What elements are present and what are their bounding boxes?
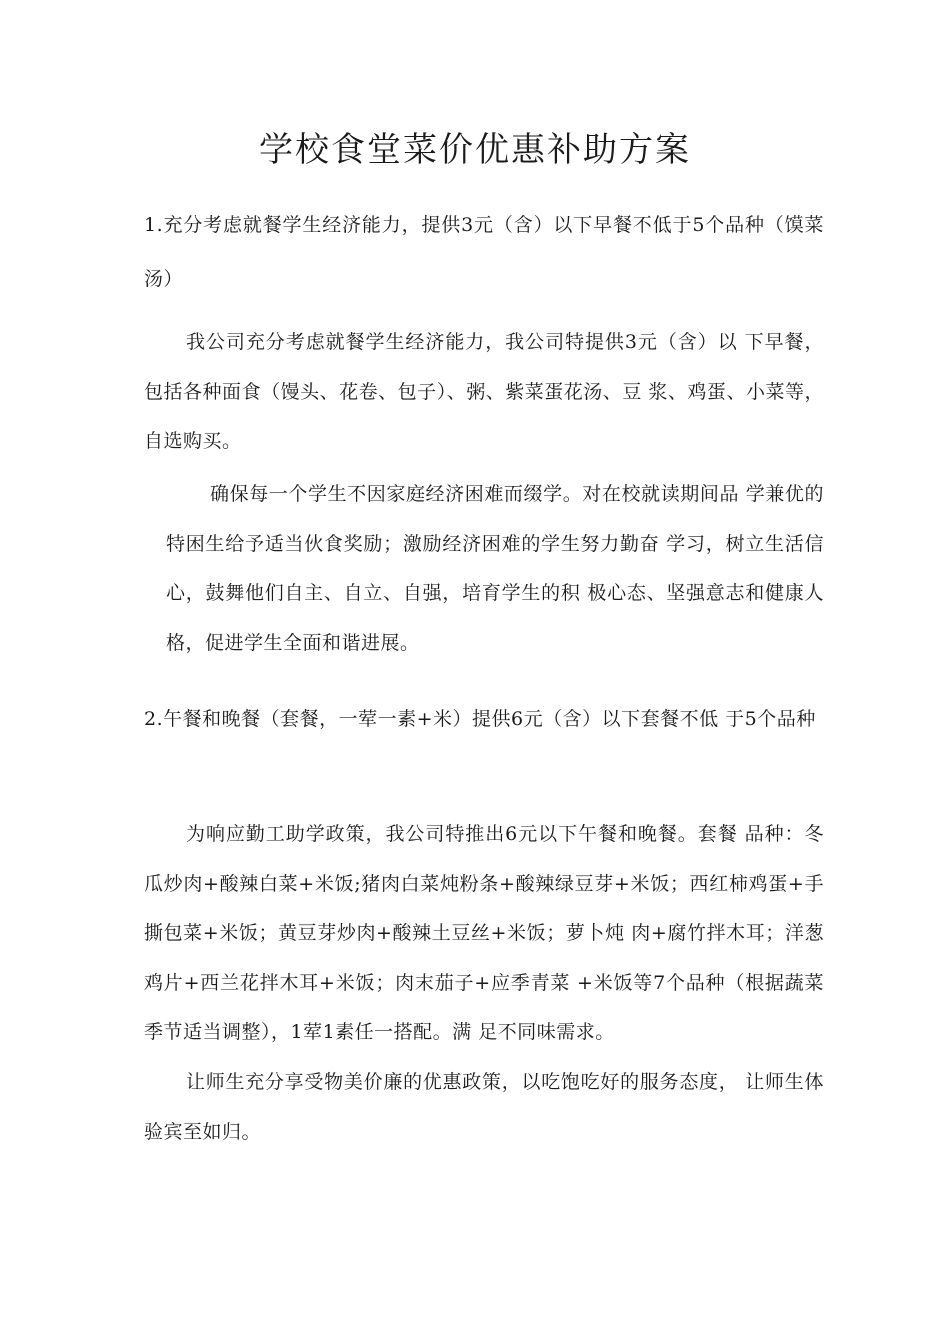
section-2-paragraph-2: 让师生充分享受物美价廉的优惠政策，以吃饱吃好的服务态度， 让师生体验宾至如归。 <box>144 1071 824 1143</box>
section-1-paragraph-2: 确保每一个学生不因家庭经济困难而缀学。对在校就读期间品 学兼优的特困生给予适当伙食奖励；激励经济困难的学生努力勤奋 学习，树立生活信心，鼓舞他们自主、自立、自强，培育学生的积 极心态、坚强意志和健康人格，促进学生全面和谐进展。 <box>166 483 824 654</box>
document-title: 学校食堂菜价优惠补助方案 <box>259 130 691 170</box>
section-2-paragraph-1: 为响应勤工助学政策，我公司特推出6元以下午餐和晚餐。套餐 品种：冬瓜炒肉+酸辣白菜+米饭;猪肉白菜炖粉条+酸辣绿豆芽+米饭；西红柿鸡蛋+手撕包菜+米饭；黄豆芽炒肉+酸辣土豆丝+米饭；萝卜炖 肉+腐竹拌木耳；洋葱鸡片+西兰花拌木耳+米饭；肉末茄子+应季青菜 +米饭等7个品种（根据蔬菜季节适当调整），1荤1素任一搭配。满 足不同味需求。 <box>144 823 824 1043</box>
section-2-heading: 2.午餐和晚餐（套餐，一荤一素+米）提供6元（含）以下套餐不低 于5个品种 <box>144 708 816 730</box>
section-1-paragraph-1: 我公司充分考虑就餐学生经济能力，我公司特提供3元（含）以 下早餐，包括各种面食（馒头、花卷、包子）、粥、紫菜蛋花汤、豆 浆、鸡蛋、小菜等，自选购买。 <box>144 331 824 452</box>
section-1-heading: 1.充分考虑就餐学生经济能力，提供3元（含）以下早餐不低于5个品种（馍菜汤） <box>144 214 824 290</box>
